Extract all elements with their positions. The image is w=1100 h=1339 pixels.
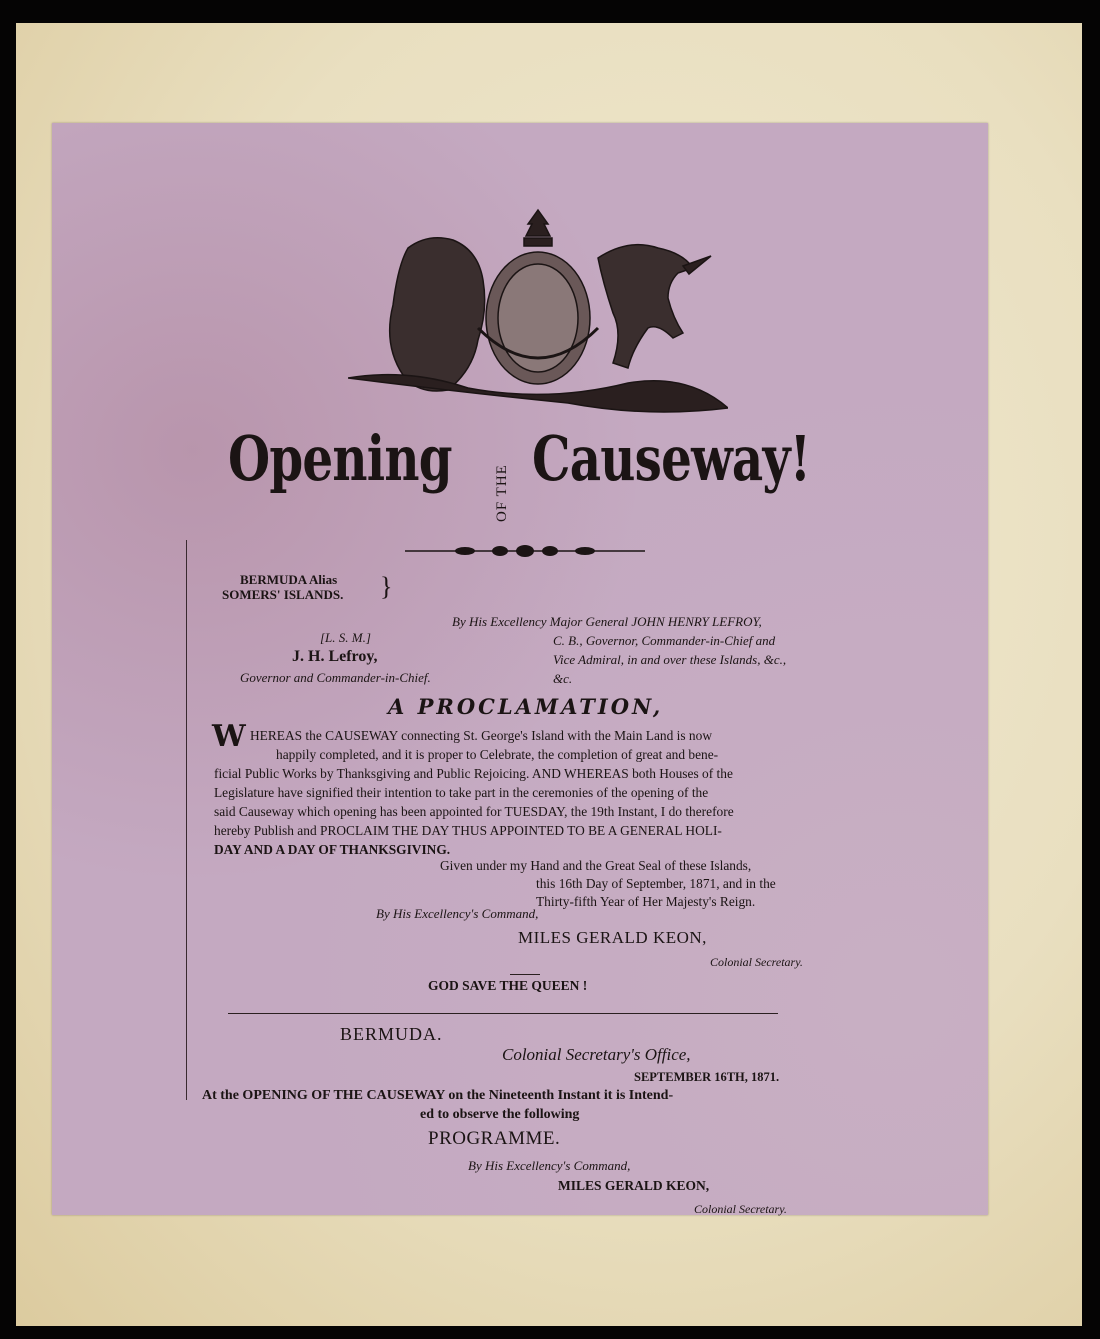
colony-line-1: BERMUDA Alias [240, 572, 338, 587]
royal-coat-of-arms [348, 208, 728, 418]
given-line-3: Thirty-fifth Year of Her Majesty's Reign. [536, 894, 756, 909]
governor-signature: J. H. Lefroy, [292, 648, 378, 665]
title-causeway: Causeway! [532, 422, 811, 495]
excellency-line-3: Vice Admiral, in and over these Islands, &c., [553, 652, 787, 667]
programme-secretary: MILES GERALD KEON, [558, 1178, 710, 1193]
command-line: By His Excellency's Command, [376, 906, 539, 921]
proclamation-line-2: happily completed, and it is proper to Celebrate, the completion of great and bene- [276, 747, 719, 762]
governor-title: Governor and Commander-in-Chief. [240, 670, 431, 685]
given-line-1: Given under my Hand and the Great Seal of these Islands, [440, 858, 752, 873]
excellency-line-1: By His Excellency Major General JOHN HENRY LEFROY, [452, 614, 762, 629]
proclamation-line-5: said Causeway which opening has been appointed for TUESDAY, the 19th Instant, I do therefore [214, 804, 734, 819]
short-rule [510, 974, 540, 975]
seal-ls: [L. S. M.] [320, 630, 371, 645]
programme-line-1: At the OPENING OF THE CAUSEWAY on the Nineteenth Instant it is Intend- [202, 1088, 674, 1103]
secretary-title: Colonial Secretary. [710, 955, 803, 969]
excellency-line-4: &c. [553, 671, 573, 686]
programme-place: BERMUDA. [340, 1024, 443, 1044]
proclamation-line-6: hereby Publish and PROCLAIM THE DAY THUS APPOINTED TO BE A GENERAL HOLI- [214, 823, 722, 838]
proclamation-line-4: Legislature have signified their intention to take part in the ceremonies of the opening of the [214, 785, 709, 800]
proclamation-heading: A PROCLAMATION, [388, 694, 664, 719]
ornamental-divider [405, 542, 645, 560]
secretary-name: MILES GERALD KEON, [518, 928, 707, 947]
proclamation-line-1: HEREAS the CAUSEWAY connecting St. George's Island with the Main Land is now [250, 728, 712, 743]
title-opening: Opening [228, 422, 452, 495]
programme-command: By His Excellency's Command, [468, 1158, 631, 1173]
section-rule [228, 1013, 778, 1014]
programme-line-2: ed to observe the following [420, 1107, 580, 1122]
proclamation-line-3: ficial Public Works by Thanksgiving and Public Rejoicing. AND WHEREAS both Houses of the [214, 766, 733, 781]
programme-heading: PROGRAMME. [428, 1128, 561, 1149]
brace: } [380, 572, 393, 601]
programme-office: Colonial Secretary's Office, [502, 1045, 691, 1064]
programme-date: SEPTEMBER 16TH, 1871. [634, 1070, 780, 1084]
drop-cap: W [212, 719, 246, 754]
given-line-2: this 16th Day of September, 1871, and in the [536, 876, 776, 891]
colony-line-2: SOMERS' ISLANDS. [222, 587, 344, 602]
programme-secretary-title: Colonial Secretary. [694, 1202, 787, 1216]
proclamation-line-7: DAY AND A DAY OF THANKSGIVING. [214, 842, 451, 857]
title-of-the: OF THE [494, 464, 510, 522]
god-save-the-queen: GOD SAVE THE QUEEN ! [428, 978, 588, 993]
excellency-line-2: C. B., Governor, Commander-in-Chief and [553, 633, 776, 648]
margin-rule [186, 540, 187, 1100]
